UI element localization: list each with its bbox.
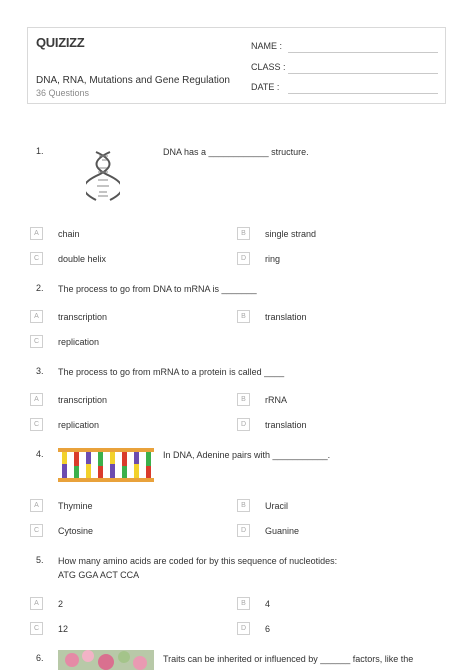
option-a-text: transcription <box>58 312 108 322</box>
worksheet-title: DNA, RNA, Mutations and Gene Regulation <box>36 75 230 86</box>
nucleotide-sequence: ATG GGA ACT CCA <box>58 570 140 580</box>
question-text: In DNA, Adenine pairs with ___________. <box>163 450 331 460</box>
option-b-box[interactable]: B <box>237 597 250 610</box>
option-b-box[interactable]: B <box>237 310 250 323</box>
option-c-box[interactable]: C <box>30 418 43 431</box>
option-a-text: 2 <box>58 599 64 609</box>
option-c-box[interactable]: C <box>30 335 43 348</box>
option-b-text: single strand <box>265 229 317 239</box>
class-field[interactable] <box>288 73 438 74</box>
question-number: 6. <box>36 653 44 663</box>
option-c-box[interactable]: C <box>30 524 43 537</box>
option-b-box[interactable]: B <box>237 227 250 240</box>
question-count: 36 Questions <box>36 88 90 98</box>
date-label: DATE : <box>251 82 280 92</box>
option-d-box[interactable]: D <box>237 622 250 635</box>
option-c-text: replication <box>58 337 100 347</box>
question-number: 2. <box>36 283 44 293</box>
option-d-box[interactable]: D <box>237 524 250 537</box>
option-c-text: replication <box>58 420 100 430</box>
option-c-text: 12 <box>58 624 69 634</box>
flowers-image <box>58 650 154 670</box>
option-a-text: chain <box>58 229 80 239</box>
option-d-text: 6 <box>265 624 271 634</box>
option-d-text: Guanine <box>265 526 300 536</box>
option-c-text: Cytosine <box>58 526 94 536</box>
option-a-box[interactable]: A <box>30 227 43 240</box>
option-c-box[interactable]: C <box>30 622 43 635</box>
question-number: 4. <box>36 449 44 459</box>
question-number: 3. <box>36 366 44 376</box>
option-a-box[interactable]: A <box>30 310 43 323</box>
option-b-text: Uracil <box>265 501 289 511</box>
option-b-text: translation <box>265 312 307 322</box>
question-text: DNA has a ____________ structure. <box>163 147 309 157</box>
option-b-text: 4 <box>265 599 271 609</box>
option-a-text: transcription <box>58 395 108 405</box>
option-b-box[interactable]: B <box>237 393 250 406</box>
question-text: The process to go from DNA to mRNA is _______ <box>58 284 257 294</box>
option-b-box[interactable]: B <box>237 499 250 512</box>
option-b-text: rRNA <box>265 395 287 405</box>
quizizz-logo: QUIZIZZ <box>36 35 85 50</box>
name-label: NAME : <box>251 41 283 51</box>
question-number: 1. <box>36 146 44 156</box>
option-a-box[interactable]: A <box>30 597 43 610</box>
option-d-text: ring <box>265 254 281 264</box>
option-a-text: Thymine <box>58 501 93 511</box>
question-text: Traits can be inherited or influenced by ______ factors, like the <box>163 654 414 664</box>
option-c-text: double helix <box>58 254 107 264</box>
question-text: How many amino acids are coded for by this sequence of nucleotides: <box>58 556 338 566</box>
option-a-box[interactable]: A <box>30 393 43 406</box>
question-text: The process to go from mRNA to a protein is called ____ <box>58 367 285 377</box>
class-label: CLASS : <box>251 62 286 72</box>
question-number: 5. <box>36 555 44 565</box>
dna-helix-image <box>86 150 120 202</box>
date-field[interactable] <box>288 93 438 94</box>
option-d-text: translation <box>265 420 307 430</box>
option-c-box[interactable]: C <box>30 252 43 265</box>
dna-ladder-image <box>58 447 154 483</box>
option-d-box[interactable]: D <box>237 418 250 431</box>
option-d-box[interactable]: D <box>237 252 250 265</box>
option-a-box[interactable]: A <box>30 499 43 512</box>
name-field[interactable] <box>288 52 438 53</box>
